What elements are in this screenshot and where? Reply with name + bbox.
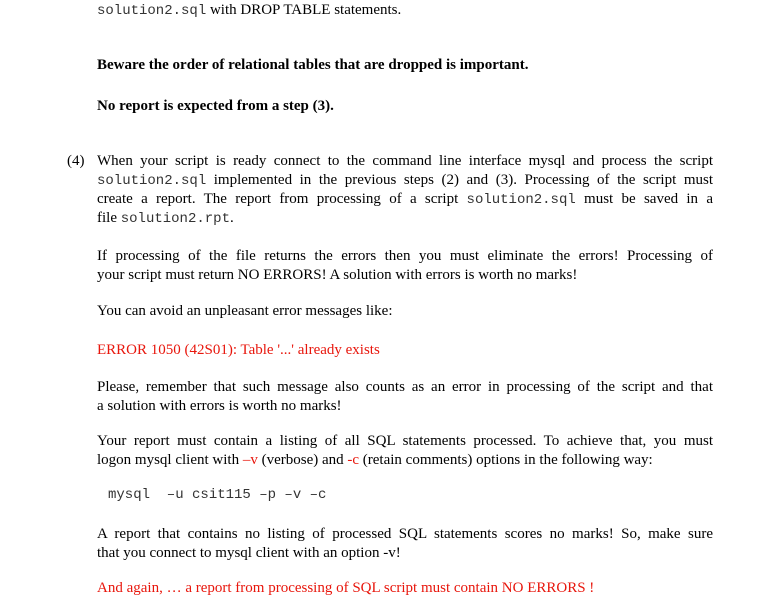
step4-line3-text-a: create a report. The report from processing of a script [97, 191, 467, 207]
warning-no-report: No report is expected from a step (3). [97, 98, 334, 114]
final-warning: And again, … a report from processing of SQL script must contain NO ERRORS ! [97, 580, 595, 596]
errors-line1: If processing of the file returns the errors then you must eliminate the errors! Processing of [97, 248, 713, 264]
listing-line2-text-a: logon mysql client with [97, 452, 243, 468]
step4-line2-text: implemented in the previous steps (2) and (3). Processing of the script must [206, 172, 713, 188]
listing-line2-text-b: (verbose) and [257, 452, 348, 468]
step4-line3 [97, 190, 713, 209]
listing-paragraph [97, 432, 713, 470]
option-v: –v [242, 452, 258, 468]
code-solution2-sql: solution2.sql [97, 3, 207, 19]
no-listing-line1: A report that contains no listing of processed SQL statements scores no marks! So, make sure [97, 526, 713, 542]
step4-line4-text-a: file [97, 210, 121, 226]
listing-line2-text-c: (retain comments) options in the following way: [359, 452, 653, 468]
step4-line4-text-b: . [229, 210, 234, 226]
top-line-text: with DROP TABLE statements. [206, 2, 402, 18]
listing-line2 [97, 451, 713, 470]
error-example: ERROR 1050 (42S01): Table '...' already exists [97, 342, 380, 358]
remember-line1: Please, remember that such message also counts as an error in processing of the script and that [97, 379, 713, 395]
listing-line1: Your report must contain a listing of all SQL statements processed. To achieve that, you must [97, 433, 713, 449]
step4-line1: When your script is ready connect to the command line interface mysql and process the script [97, 153, 713, 169]
code-solution2-sql: solution2.sql [466, 192, 576, 208]
step4-line3-text-b: must be saved in a [575, 191, 714, 207]
step-number: (4) [67, 153, 85, 169]
remember-paragraph [97, 378, 713, 416]
avoid-text: You can avoid an unpleasant error messages like: [97, 303, 393, 319]
code-solution2-sql: solution2.sql [97, 173, 207, 189]
mysql-command: mysql –u csit115 –p –v –c [108, 487, 327, 503]
option-c: -c [347, 452, 360, 468]
errors-paragraph [97, 247, 713, 285]
no-listing-paragraph [97, 525, 713, 563]
step4-paragraph [97, 152, 713, 228]
no-listing-line2: that you connect to mysql client with an option -v! [97, 545, 401, 561]
code-solution2-rpt: solution2.rpt [120, 211, 230, 227]
warning-order: Beware the order of relational tables that are dropped is important. [97, 57, 529, 73]
step4-line4 [97, 209, 713, 228]
errors-line2: your script must return NO ERRORS! A solution with errors is worth no marks! [97, 267, 578, 283]
remember-line2: a solution with errors is worth no marks! [97, 398, 342, 414]
top-line [97, 1, 401, 21]
step4-line2 [97, 171, 713, 190]
